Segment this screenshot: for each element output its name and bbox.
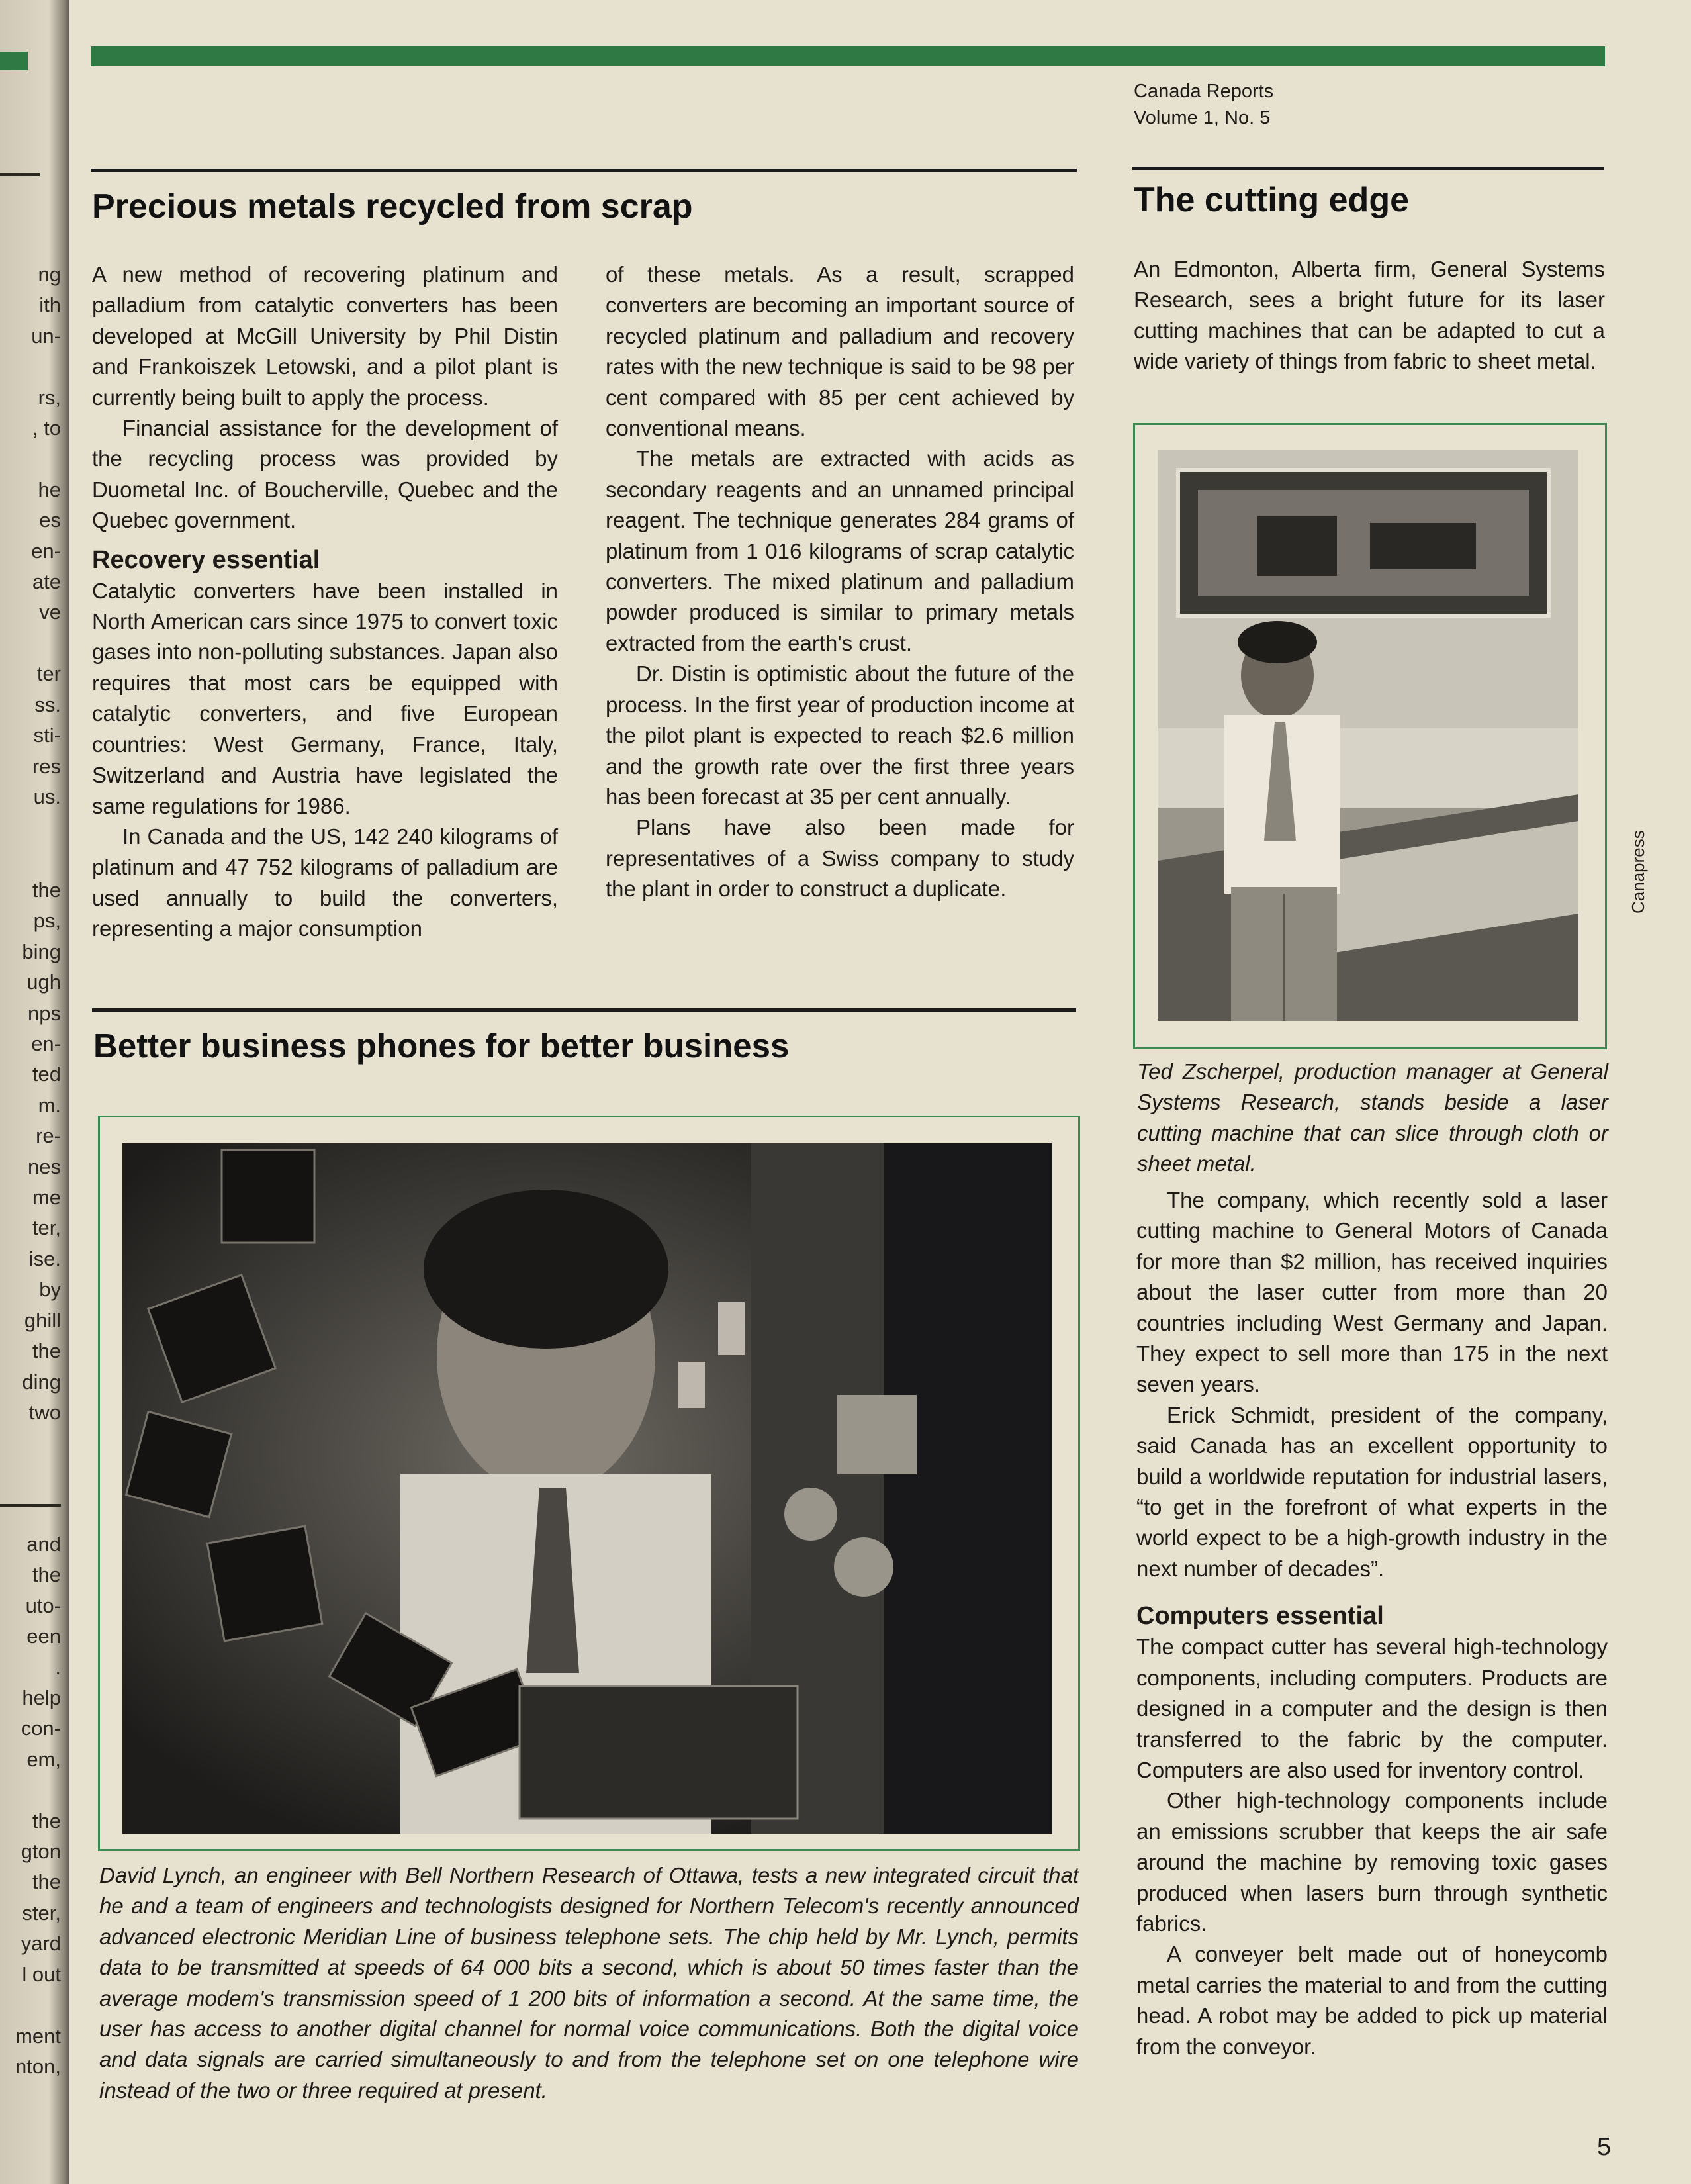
precious-column-2 bbox=[606, 260, 1074, 905]
paragraph: A conveyer belt made out of honeycomb metal carries the material to and from the cutting head. A robot may be added to pick up material from the conveyor. bbox=[1136, 1942, 1608, 2059]
spine-text-fragment bbox=[0, 628, 61, 659]
spine-text-fragment: help bbox=[22, 1686, 61, 1710]
spine-text-fragment: ster, bbox=[22, 1901, 61, 1924]
spine-text-fragment: , to bbox=[32, 416, 61, 440]
paragraph: A new method of recovering platinum and palladium from catalytic converters has been developed at McGill University by Phil Distin and Frankoiszek Letowski, and a pilot plant is currently being built to apply the process. bbox=[92, 262, 558, 410]
business-phones-caption: David Lynch, an engineer with Bell Northern Research of Ottawa, tests a new integrated circuit that he and a team of engineers and technologists designed for Northern Telecom's recently announced advanced electronic Meridian Line of business telephone sets. The chip held by Mr. Lynch, permits data to be transmitted at speeds of 64 000 bits a second, which is about 50 times faster than the average modem's transmission speed of 1 200 bits of information a second. At the same time, the user has access to another digital channel for normal voice communications. Both the digital voice and data signals are carried simultaneously to and from the telephone set on one telephone wire instead of the two or three required at present. bbox=[99, 1863, 1079, 2103]
cutting-intro bbox=[1134, 254, 1605, 377]
spine-text-fragment: the bbox=[32, 1870, 61, 1894]
spine-text-fragment: ith bbox=[39, 293, 61, 317]
engineer-photo-image bbox=[122, 1143, 1052, 1834]
spine-text-fragment: me bbox=[32, 1186, 61, 1210]
subhead-computers-essential: Computers essential bbox=[1136, 1602, 1384, 1631]
spine-text-fragment: ve bbox=[39, 600, 61, 624]
spine-text-fragment: ss. bbox=[34, 692, 61, 716]
spine-text-fragment: bing bbox=[22, 939, 61, 963]
cutting-edge-caption: Ted Zscherpel, production manager at General Systems Research, stands beside a laser cutting machine that can slice through cloth or sheet metal. bbox=[1137, 1059, 1608, 1176]
article-rule bbox=[1132, 167, 1604, 170]
spine-text-fragment: ate bbox=[32, 570, 61, 594]
spine-text-fragment: nps bbox=[28, 1001, 61, 1025]
spine-text-fragment: res bbox=[32, 754, 61, 778]
spine-text-fragment: con- bbox=[21, 1717, 61, 1740]
subhead-recovery-essential: Recovery essential bbox=[92, 546, 320, 574]
spine-text-fragment: re- bbox=[36, 1124, 61, 1148]
paragraph: The compact cutter has several high-technology components, including computers. Products are designed in a computer and the design is then transferred to the fabric by the computer. Computers are also used for inventory control. bbox=[1136, 1635, 1608, 1782]
spine-text-fragment: nton, bbox=[15, 2054, 61, 2078]
paragraph: Dr. Distin is optimistic about the future of the process. In the first year of production income at the pilot plant is expected to reach $2.6 million and the growth rate over the first three years has been forecast at 35 per cent annually. bbox=[606, 661, 1074, 809]
spine-text-fragment: us. bbox=[33, 784, 61, 808]
laser-cutter-photo-image bbox=[1158, 450, 1578, 1021]
precious-column-1 bbox=[92, 260, 558, 945]
spine-text-fragment: ter bbox=[36, 662, 61, 686]
spine-text-fragment: ter, bbox=[32, 1216, 61, 1240]
spine-text-fragment: two bbox=[28, 1400, 61, 1424]
spine-green-band bbox=[0, 52, 28, 70]
spine-text-fragment: uto- bbox=[25, 1593, 61, 1617]
spine-text-fragment: the bbox=[32, 878, 61, 902]
spine-text-mid bbox=[0, 875, 61, 1428]
issue-info bbox=[1134, 78, 1273, 131]
spine-rule bbox=[0, 173, 40, 176]
spine-text-fragment: m. bbox=[38, 1093, 61, 1117]
spine-text-fragment: nes bbox=[28, 1155, 61, 1178]
paragraph: An Edmonton, Alberta firm, General Systems Research, sees a bright future for its laser cutting machines that can be adapted to cut a wide variety of things from fabric to sheet metal. bbox=[1134, 257, 1605, 374]
cutting-column bbox=[1136, 1185, 1608, 2062]
volume-number: Volume 1, No. 5 bbox=[1134, 107, 1271, 128]
page-number: 5 bbox=[1597, 2133, 1612, 2161]
laser-cutter-photo bbox=[1158, 450, 1578, 1021]
spine-text-fragment: ps, bbox=[33, 909, 61, 933]
top-green-band bbox=[91, 46, 1605, 66]
spine-text-fragment: em, bbox=[26, 1747, 61, 1771]
spine-text-fragment bbox=[0, 444, 61, 474]
spine-text-fragment: een bbox=[26, 1625, 61, 1648]
spine-text-fragment: yard bbox=[21, 1932, 61, 1956]
spine-text-fragment: the bbox=[32, 1339, 61, 1363]
paragraph: In Canada and the US, 142 240 kilograms of platinum and 47 752 kilograms of palladium are used annually to build the converters, representing a major consumption bbox=[92, 824, 558, 941]
spine-text-fragment: ding bbox=[22, 1370, 61, 1394]
paragraph: Financial assistance for the development of the recycling process was provided by Duometal Inc. of Boucherville, Quebec and the Quebec government. bbox=[92, 416, 558, 533]
spine-text-fragment: es bbox=[39, 508, 61, 532]
spine-text-fragment: the bbox=[32, 1809, 61, 1832]
spine-text-fragment: he bbox=[38, 477, 61, 501]
spine-text-fragment bbox=[0, 352, 61, 382]
spine-rule bbox=[0, 1504, 61, 1507]
spine-text-fragment: en- bbox=[31, 1032, 61, 1056]
spine-text-fragment: ng bbox=[38, 263, 61, 286]
paragraph: of these metals. As a result, scrapped converters are becoming an important source of recycled platinum and palladium and recovery rates with the new technique is said to be 98 per cent compared with 85 per cent achieved by conventional means. bbox=[606, 262, 1074, 441]
article-title-cutting-edge: The cutting edge bbox=[1134, 181, 1409, 219]
spine-text-fragment bbox=[0, 1775, 61, 1805]
spine-text-fragment: gton bbox=[21, 1840, 61, 1864]
spine-text-fragment: ted bbox=[32, 1063, 61, 1086]
spine-text-fragment bbox=[0, 1990, 61, 2020]
spine-text-fragment: rs, bbox=[38, 385, 61, 409]
spine-text-fragment: by bbox=[39, 1278, 61, 1302]
spine-text-top bbox=[0, 260, 61, 812]
article-rule bbox=[92, 1008, 1076, 1012]
spine-text-fragment: ise. bbox=[28, 1247, 61, 1270]
spine-text-fragment: ment bbox=[15, 2024, 61, 2048]
spine-text-fragment: sti- bbox=[33, 724, 61, 747]
spine-text-low bbox=[0, 1529, 61, 2082]
paragraph: Catalytic converters have been installed in North American cars since 1975 to convert toxic gases into non-polluting substances. Japan also requires that most cars be equipped with catalytic converters, and five European countries: West Germany, France, Italy, Switzerland and Austria have legislated the same regulations for 1986. bbox=[92, 578, 558, 818]
paragraph: Other high-technology components include an emissions scrubber that keeps the air safe around the machine by removing toxic gases produced when lasers burn through synthetic fabrics. bbox=[1136, 1788, 1608, 1936]
article-title-precious-metals: Precious metals recycled from scrap bbox=[92, 187, 693, 226]
paragraph: Erick Schmidt, president of the company, said Canada has an excellent opportunity to build a worldwide reputation for industrial lasers, “to get in the forefront of what experts in the world expect to be a high-growth industry in the next number of decades”. bbox=[1136, 1402, 1608, 1581]
paragraph: The company, which recently sold a laser cutting machine to General Motors of Canada for more than $2 million, has received inquiries about the laser cutter from more than 20 countries including West Germany and Japan. They expect to sell more than 175 in the next seven years. bbox=[1136, 1188, 1608, 1397]
spine-text-fragment: . bbox=[55, 1655, 61, 1679]
spine-text-fragment: l out bbox=[22, 1962, 61, 1986]
spine-text-fragment: en- bbox=[31, 539, 61, 563]
publication-name: Canada Reports bbox=[1134, 81, 1274, 102]
engineer-photo bbox=[122, 1143, 1052, 1834]
paragraph: The metals are extracted with acids as secondary reagents and an unnamed principal reagent. The technique generates 284 grams of platinum from 1 016 kilograms of scrap catalytic converters. The mixed platinum and palladium powder produced is similar to primary metals extracted from the earth's crust. bbox=[606, 446, 1074, 655]
spine-text-fragment: un- bbox=[31, 324, 61, 348]
article-rule bbox=[91, 169, 1077, 172]
spine-text-fragment: and bbox=[26, 1533, 61, 1556]
paragraph: Plans have also been made for representatives of a Swiss company to study the plant in order to construct a duplicate. bbox=[606, 815, 1074, 902]
photo-credit: Canapress bbox=[1628, 830, 1648, 914]
spine-text-fragment: ugh bbox=[26, 971, 61, 994]
spine-text-fragment: ghill bbox=[24, 1308, 61, 1332]
spine-text-fragment: the bbox=[32, 1563, 61, 1587]
article-title-business-phones: Better business phones for better business bbox=[93, 1027, 790, 1065]
